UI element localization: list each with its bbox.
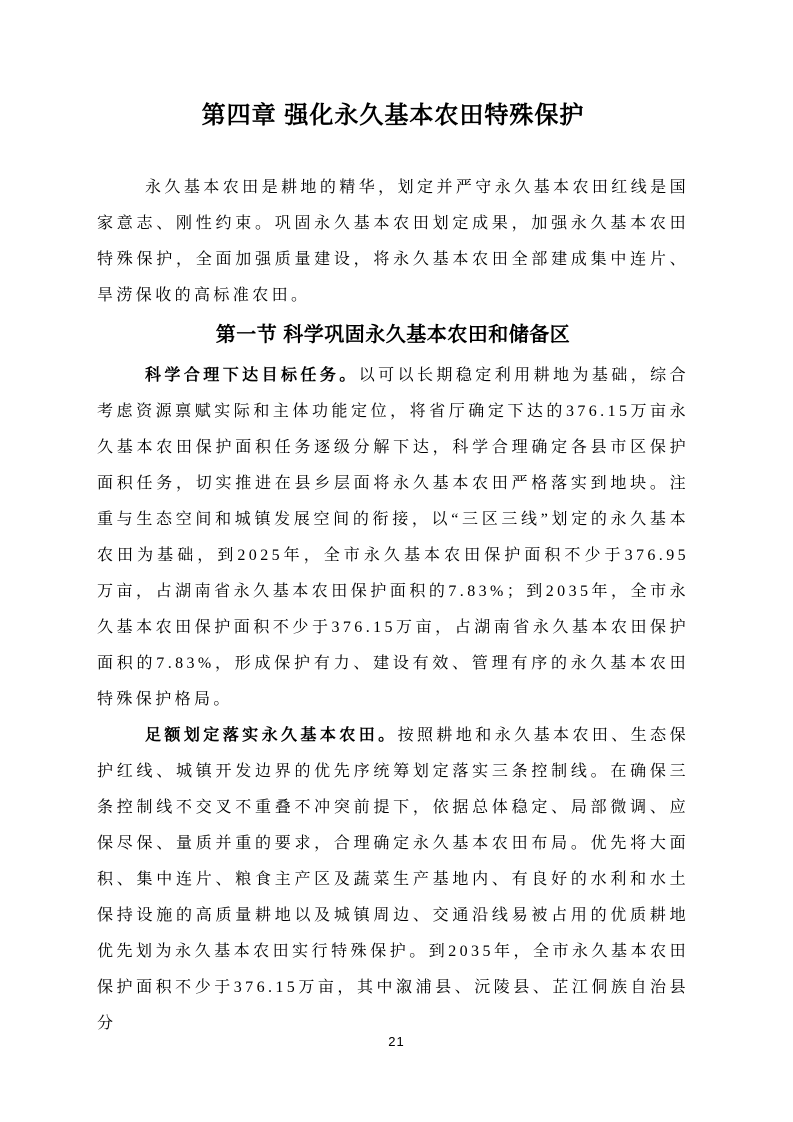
section-title: 第一节 科学巩固永久基本农田和储备区 xyxy=(215,324,571,346)
intro-paragraph: 永久基本农田是耕地的精华，划定并严守永久基本农田红线是国家意志、刚性约束。巩固永久基本农田划定成果，加强永久基本农田特殊保护，全面加强质量建设，将永久基本农田全部建成集中连片、旱涝保收的高标准农田。 xyxy=(97,179,689,304)
paragraph-full-delineation xyxy=(97,718,689,1042)
paragraph-science-targets xyxy=(97,358,689,718)
paragraph-body-text: 按照耕地和永久基本农田、生态保护红线、城镇开发边界的优先序统筹划定落实三条控制线。在确保三条控制线不交叉不重叠不冲突前提下，依据总体稳定、局部微调、应保尽保、量质并重的要求，合理确定永久基本农田布局。优先将大面积、集中连片、粮食主产区及蔬菜生产基地内、有良好的水利和水土保持设施的高质量耕地以及城镇周边、交通沿线易被占用的优质耕地优先划为永久基本农田实行特殊保护。到2035年，全市永久基本农田保护面积不少于376.15万亩，其中溆浦县、沅陵县、芷江侗族自治县分 xyxy=(97,727,689,1032)
page-number: 21 xyxy=(388,1034,405,1049)
paragraph-body-text: 以可以长期稳定利用耕地为基础，综合考虑资源禀赋实际和主体功能定位，将省厅确定下达的376.15万亩永久基本农田保护面积任务逐级分解下达，科学合理确定各县市区保护面积任务，切实推进在县乡层面将永久基本农田严格落实到地块。注重与生态空间和城镇发展空间的衔接，以“三区三线”划定的永久基本农田为基础，到2025年，全市永久基本农田保护面积不少于376.95万亩，占湖南省永久基本农田保护面积的7.83%；到2035年，全市永久基本农田保护面积不少于376.15万亩，占湖南省永久基本农田保护面积的7.83%，形成保护有力、建设有效、管理有序的永久基本农田特殊保护格局。 xyxy=(97,367,689,708)
paragraph-lead-bold: 足额划定落实永久基本农田。 xyxy=(145,727,398,744)
chapter-title: 第四章 强化永久基本农田特殊保护 xyxy=(201,102,585,129)
paragraph-lead-bold: 科学合理下达目标任务。 xyxy=(145,367,359,384)
